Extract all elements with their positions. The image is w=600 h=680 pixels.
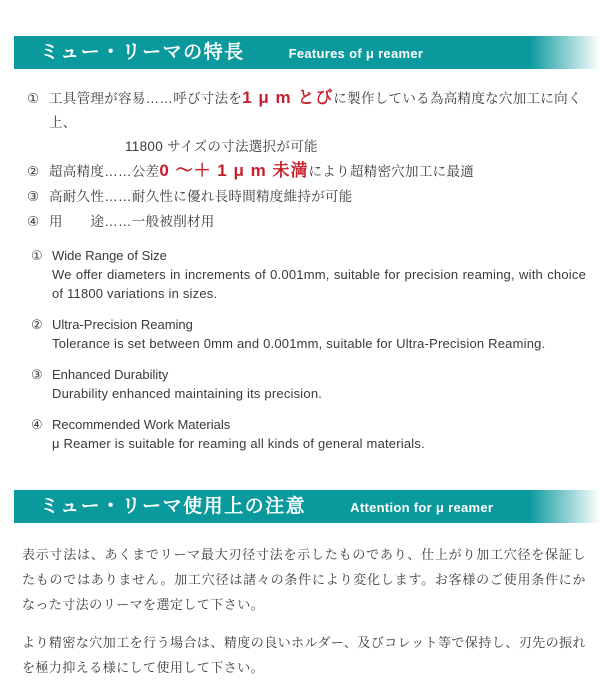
- features-header-title-en: Features of μ reamer: [288, 46, 424, 61]
- item-number: ①: [31, 248, 43, 263]
- feature-item-en-2: [31, 315, 586, 353]
- item-number: ③: [31, 367, 43, 382]
- attention-header-title-jp: ミュー・リーマ使用上の注意: [40, 496, 307, 517]
- features-header-band: [14, 36, 600, 69]
- item-number: ①: [27, 91, 40, 106]
- feature-text-post: により超精密穴加工に最適: [308, 164, 475, 179]
- feature-title: Wide Range of Size: [52, 248, 167, 263]
- feature-item-en-4-text: [52, 415, 586, 453]
- features-header-title-jp: ミュー・リーマの特長: [40, 42, 245, 63]
- feature-text-emphasis: 1 μ m とび: [242, 88, 334, 107]
- attention-header-title-en: Attention for μ reamer: [350, 500, 494, 515]
- attention-paragraphs: [22, 542, 586, 680]
- features-list-en: [31, 246, 586, 453]
- feature-body: Tolerance is set between 0mm and 0.001mm, suitable for Ultra-Precision Reaming.: [52, 336, 546, 351]
- feature-text-post: に製作している為高精度な穴加工に向く上、: [49, 91, 582, 130]
- feature-item-en-4: [31, 415, 586, 453]
- item-number: ④: [31, 417, 43, 432]
- feature-body: Durability enhanced maintaining its precision.: [52, 386, 323, 401]
- attention-paragraph-2: より精密な穴加工を行う場合は、精度の良いホルダー、及びコレット等で保持し、刃先の振れを極力抑える様にして使用して下さい。: [22, 635, 586, 675]
- item-number: ②: [27, 164, 40, 179]
- feature-text-pre: 工具管理が容易……呼び寸法を: [49, 91, 243, 106]
- feature-text-line2: 11800 サイズの寸法選択が可能: [125, 139, 318, 154]
- feature-item-en-1: [31, 246, 586, 303]
- feature-body: We offer diameters in increments of 0.001mm, suitable for precision reaming, with choice of 11800 variations in sizes.: [52, 267, 586, 301]
- item-number: ④: [27, 214, 40, 229]
- feature-text-pre: 用 途……一般被削材用: [49, 214, 215, 229]
- attention-paragraph-1: 表示寸法は、あくまでリーマ最大刃径寸法を示したものであり、仕上がり加工穴径を保証したものではありません。加工穴径は諸々の条件により変化します。お客様のご使用条件にかなった寸法のリーマを選定して下さい。: [22, 547, 586, 612]
- feature-item-en-3: [31, 365, 586, 403]
- feature-text-emphasis: 0 ～＋ 1 μ m 未満: [159, 161, 309, 180]
- feature-item-en-3-text: [52, 365, 586, 403]
- feature-text-pre: 高耐久性……耐久性に優れ長時間精度維持が可能: [49, 189, 353, 204]
- feature-text-pre: 超高精度……公差: [49, 164, 160, 179]
- feature-item-jp-4: [27, 210, 586, 234]
- feature-body: μ Reamer is suitable for reaming all kinds of general materials.: [52, 436, 425, 451]
- feature-item-jp-2: [27, 160, 586, 184]
- item-number: ③: [27, 189, 40, 204]
- feature-item-en-1-text: [52, 246, 586, 303]
- attention-header-band: [14, 490, 600, 523]
- feature-item-jp-1: [27, 87, 586, 159]
- feature-item-jp-4-text: [49, 210, 215, 234]
- feature-item-jp-1-text: [49, 87, 586, 159]
- feature-title: Recommended Work Materials: [52, 417, 231, 432]
- feature-item-jp-2-text: [49, 160, 474, 184]
- feature-item-jp-3-text: [49, 185, 353, 209]
- feature-item-jp-3: [27, 185, 586, 209]
- feature-title: Enhanced Durability: [52, 367, 169, 382]
- feature-item-en-2-text: [52, 315, 586, 353]
- feature-title: Ultra-Precision Reaming: [52, 317, 193, 332]
- features-list-jp: [27, 87, 586, 234]
- item-number: ②: [31, 317, 43, 332]
